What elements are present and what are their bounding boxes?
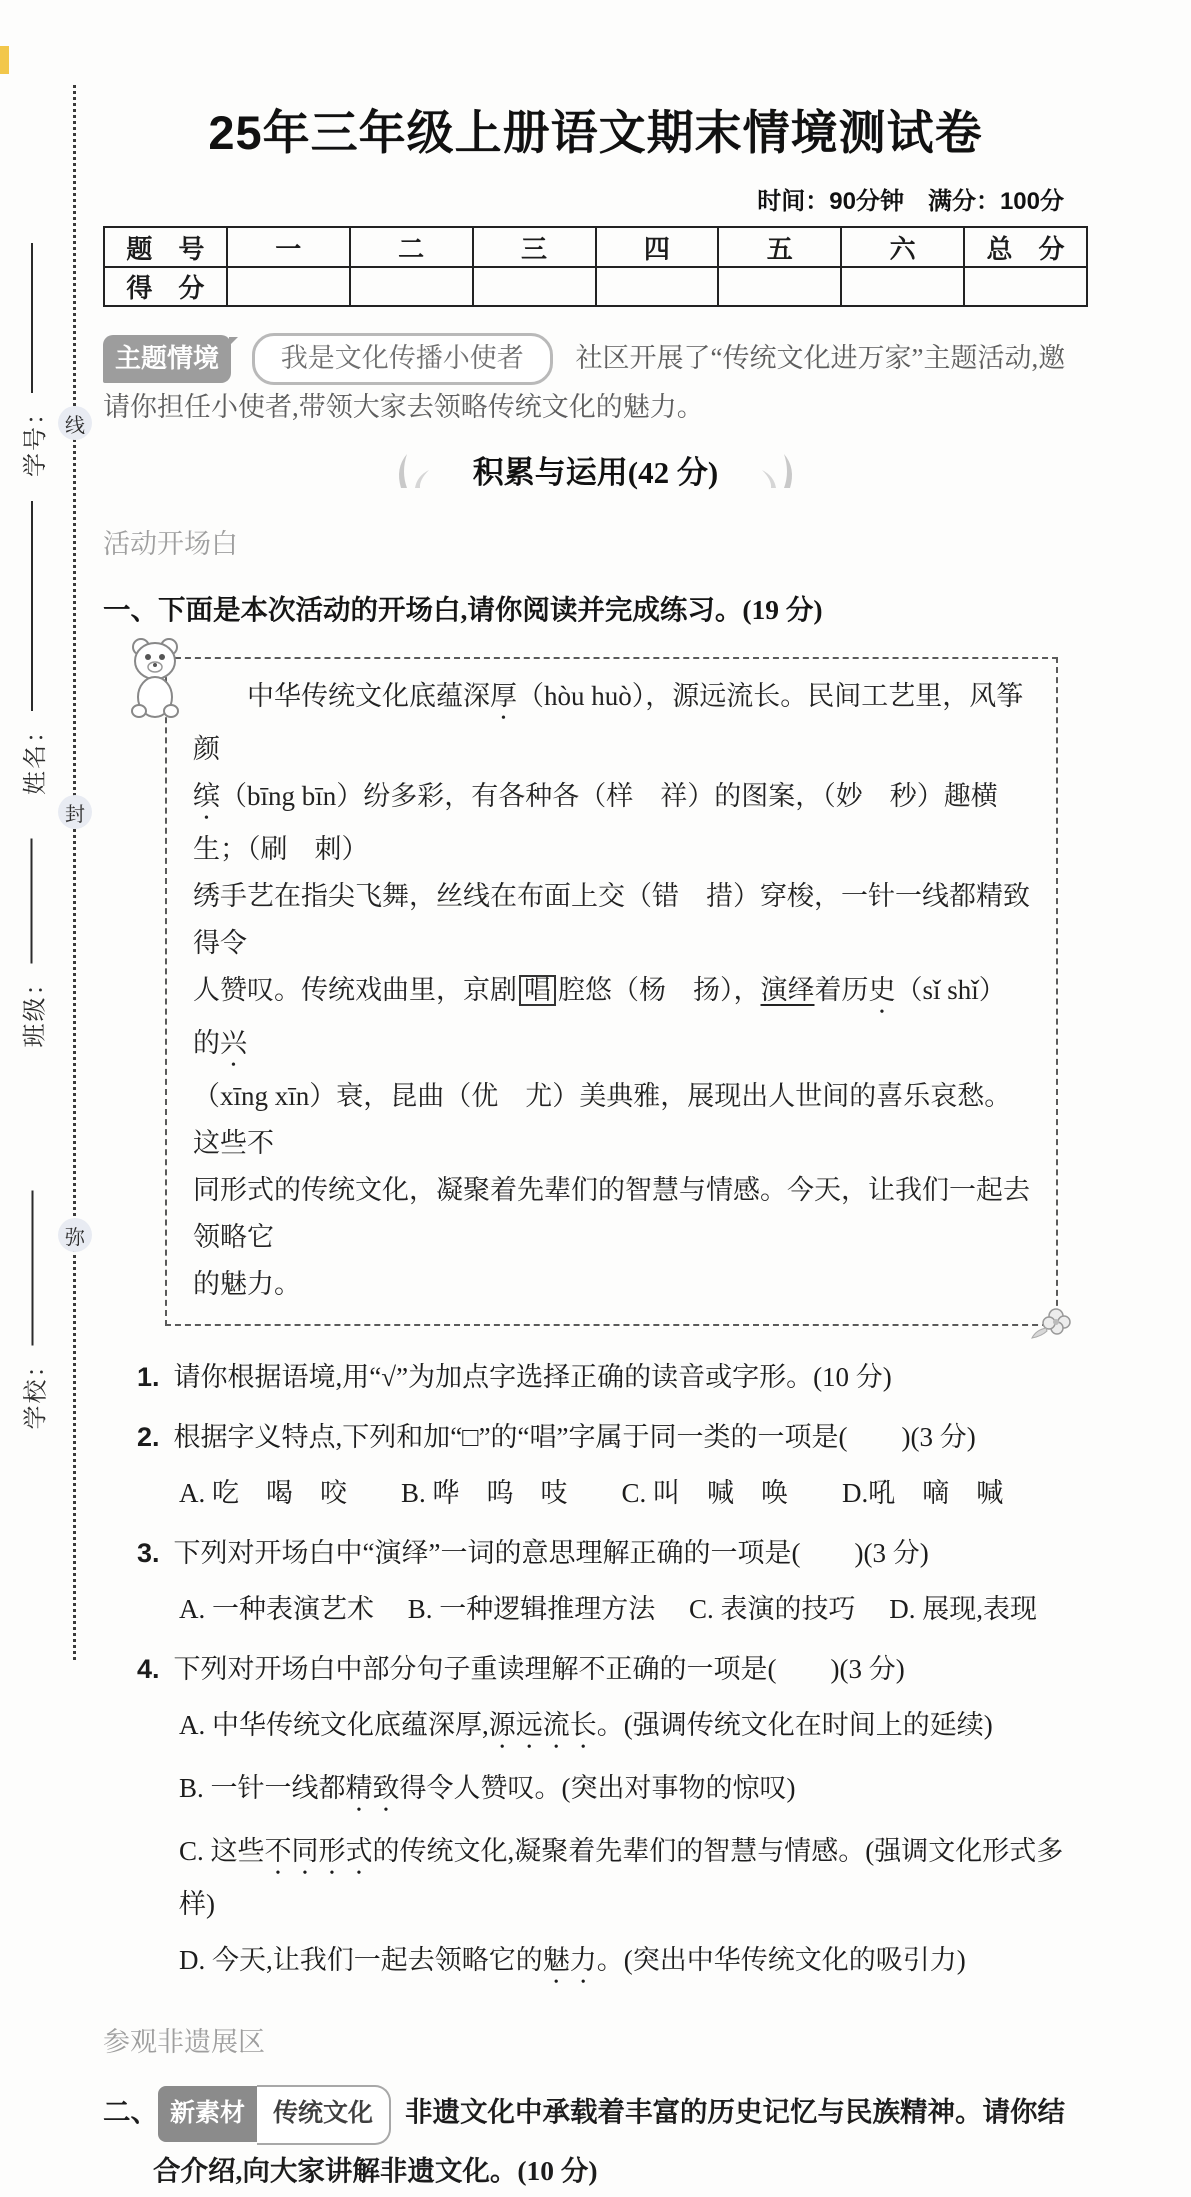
question-4 [137, 1646, 1088, 1692]
student-id-field [17, 237, 47, 477]
subsection-label-exhibit: 参观非遗展区 [103, 2027, 265, 2057]
passage-line: （xīng xīn）衰，昆曲（优 尤）美典雅，展现出人世间的喜乐哀愁。这些不 [193, 1081, 1012, 1158]
score-table [103, 226, 1088, 307]
class-label: 班级： [22, 969, 48, 1048]
question-number: 4. [137, 1654, 160, 1684]
school-blank[interactable] [32, 1191, 34, 1346]
seal-char-mi: 弥 [58, 1218, 92, 1252]
score-empty-cell [964, 267, 1087, 306]
question-2 [137, 1414, 1088, 1460]
question-4-option-a: A. 中华传统文化底蕴深厚,源远流长。(强调传统文化在时间上的延续) [179, 1710, 993, 1740]
student-name-label: 姓名： [22, 717, 49, 795]
score-header-cell: 三 [473, 227, 596, 267]
class-field [17, 833, 47, 1048]
question-stem: 下列对开场白中“演绎”一词的意思理解正确的一项是( )(3 分) [173, 1538, 929, 1568]
main-content [103, 88, 1088, 2197]
score-empty-cell [350, 267, 473, 306]
seal-char-feng: 封 [58, 795, 92, 829]
score-empty-cell [596, 267, 719, 306]
theme-intro-text: 社区开展了“传统文化进万家”主题活动,邀请你担任小使者,带领大家去领略传统文化的魅力。 [103, 343, 1066, 422]
passage-line: 同形式的传统文化，凝聚着先辈们的智慧与情感。今天，让我们一起去领略它 [193, 1175, 1030, 1252]
page-title: 25年三年级上册语文期末情境测试卷 [208, 106, 983, 159]
passage-line: 绣手艺在指尖飞舞，丝线在布面上交（错 措）穿梭，一针一线都精致得令 [193, 881, 1030, 958]
class-blank[interactable] [31, 839, 33, 964]
question-3-options: A. 一种表演艺术 B. 一种逻辑推理方法 C. 表演的技巧 D. 展现,表现 [179, 1594, 1038, 1624]
score-empty-cell [473, 267, 596, 306]
score-header-cell: 二 [350, 227, 473, 267]
question-number: 3. [137, 1538, 160, 1568]
question-number: 1. [137, 1362, 160, 1392]
bear-icon [125, 635, 187, 723]
score-label-cell: 得 分 [104, 267, 227, 306]
student-id-label: 学号： [22, 399, 49, 477]
question-2-options: A. 吃 喝 咬 B. 哗 呜 吱 C. 叫 喊 唤 D.吼 嘀 喊 [179, 1478, 1004, 1508]
score-empty-cell [718, 267, 841, 306]
theme-badge: 主题情境 [103, 335, 231, 383]
question-4-option-d: D. 今天,让我们一起去领略它的魅力。(突出中华传统文化的吸引力) [179, 1945, 966, 1975]
school-label: 学校： [23, 1351, 49, 1430]
score-header-cell: 总 分 [964, 227, 1087, 267]
passage-line: 缤（bīng bīn）纷多彩，有各种各（样 祥）的图案，（妙 秒）趣横生；（刷 刺） [193, 781, 998, 864]
passage-box [165, 657, 1058, 1326]
new-material-badge: 新素材 [158, 2086, 257, 2142]
question-3 [137, 1530, 1088, 1576]
subsection-label-opening: 活动开场白 [103, 529, 238, 559]
theme-intro [103, 333, 1088, 429]
score-header-cell: 一 [227, 227, 350, 267]
traditional-culture-badge: 传统文化 [257, 2085, 391, 2145]
section-title-row [103, 447, 1088, 492]
student-name-blank[interactable] [31, 501, 33, 711]
theme-pill: 我是文化传播小使者 [252, 333, 553, 385]
score-empty-cell [227, 267, 350, 306]
flower-icon [1026, 1300, 1074, 1342]
seal-dotted-line [73, 85, 76, 1660]
score-table-score-row [104, 267, 1087, 306]
part-two-heading [103, 2085, 1088, 2197]
part-two-prefix: 二、 [103, 2096, 158, 2127]
page-edge-tab [0, 46, 9, 74]
leaf-decoration-icon [752, 450, 804, 490]
student-id-blank[interactable] [31, 243, 33, 393]
score-table-header-row [104, 227, 1087, 267]
student-name-field [17, 495, 47, 795]
question-1 [137, 1354, 1088, 1400]
question-stem: 请你根据语境,用“√”为加点字选择正确的读音或字形。(10 分) [173, 1362, 892, 1392]
section-title: 积累与运用(42 分) [472, 455, 719, 490]
passage-line: 的魅力。 [193, 1269, 301, 1299]
exam-meta: 时间：90分钟 满分：100分 [757, 188, 1064, 215]
seal-char-xian: 线 [58, 406, 92, 440]
question-stem: 根据字义特点,下列和加“□”的“唱”字属于同一类的一项是( )(3 分) [173, 1422, 976, 1452]
score-header-cell: 六 [841, 227, 964, 267]
question-number: 2. [137, 1422, 160, 1452]
school-field [18, 1185, 48, 1430]
score-empty-cell [841, 267, 964, 306]
passage-line: 人赞叹。传统戏曲里，京剧 唱 腔悠（杨 扬），演绎着历史（sǐ shǐ）的兴 [193, 975, 1006, 1058]
passage-line: 中华传统文化底蕴深厚（hòu huò），源远流长。民间工艺里，风筝颜 [193, 681, 1024, 764]
score-header-cell: 五 [718, 227, 841, 267]
question-4-option-c: C. 这些不同形式的传统文化,凝聚着先辈们的智慧与情感。(强调文化形式多样) [179, 1836, 1064, 1919]
part-two-text: 非遗文化中承载着丰富的历史记忆与民族精神。请你结合介绍,向大家讲解非遗文化。(10 分) [153, 2096, 1066, 2186]
question-stem: 下列对开场白中部分句子重读理解不正确的一项是( )(3 分) [173, 1654, 905, 1684]
leaf-decoration-icon [387, 450, 439, 490]
opening-passage [165, 657, 1058, 1326]
score-header-cell: 四 [596, 227, 719, 267]
question-4-option-b: B. 一针一线都精致得令人赞叹。(突出对事物的惊叹) [179, 1773, 796, 1803]
score-header-cell: 题 号 [104, 227, 227, 267]
part-one-heading: 一、下面是本次活动的开场白,请你阅读并完成练习。(19 分) [103, 594, 823, 625]
